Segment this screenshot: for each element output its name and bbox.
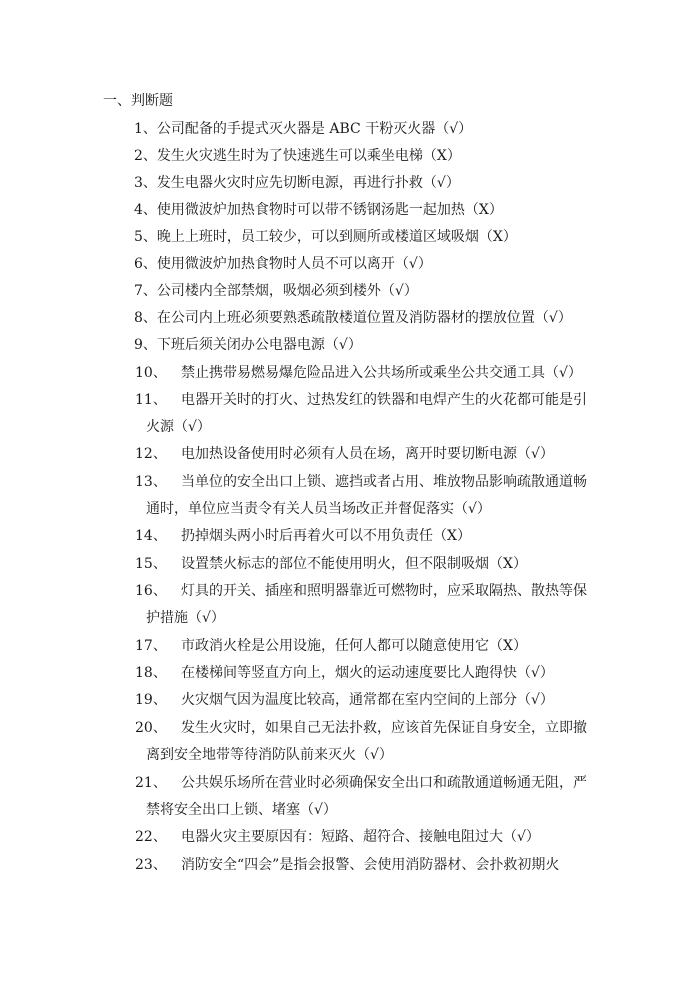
question-text: 在公司内上班必须要熟悉疏散楼道位置及消防器材的摆放位置（√） bbox=[156, 310, 572, 326]
question-text: 消防安全“四会”是指会报警、会使用消防器材、会扑救初期火 bbox=[181, 857, 560, 873]
question-text: 发生电器火灾时应先切断电源，再进行扑救（√） bbox=[156, 175, 460, 191]
question-number: 17、 bbox=[135, 638, 167, 654]
question-number: 14、 bbox=[135, 528, 167, 544]
question-item bbox=[134, 282, 418, 300]
question-number: 3、 bbox=[134, 175, 157, 191]
question-text: 禁止携带易燃易爆危险品进入公共场所或乘坐公共交通工具（√） bbox=[181, 365, 582, 381]
question-text: 晚上上班时，员工较少，可以到厕所或楼道区域吸烟（X） bbox=[156, 229, 517, 245]
question-text: 设置禁火标志的部位不能使用明火，但不限制吸烟（X） bbox=[181, 556, 527, 572]
question-text-continuation: 禁将安全出口上锁、堵塞（√） bbox=[146, 802, 337, 818]
question-text: 发生火灾时，如果自己无法扑救，应该首先保证自身安全，立即撤 bbox=[181, 720, 587, 736]
question-number: 20、 bbox=[135, 720, 167, 736]
question-number: 10、 bbox=[135, 365, 167, 381]
question-number: 1、 bbox=[134, 121, 157, 137]
question-text: 使用微波炉加热食物时人员不可以离开（√） bbox=[156, 256, 432, 272]
question-text-continuation: 护措施（√） bbox=[146, 610, 225, 626]
question-text: 灯具的开关、插座和照明器靠近可燃物时，应采取隔热、散热等保 bbox=[181, 583, 587, 599]
question-text: 当单位的安全出口上锁、遮挡或者占用、堆放物品影响疏散通道畅 bbox=[181, 474, 587, 490]
question-text: 扔掉烟头两小时后再着火可以不用负责任（X） bbox=[181, 528, 471, 544]
question-item bbox=[134, 174, 460, 192]
question-text: 发生火灾逃生时为了快速逃生可以乘坐电梯（X） bbox=[156, 148, 461, 164]
question-item bbox=[134, 255, 432, 273]
question-item bbox=[134, 120, 472, 138]
question-number: 11、 bbox=[135, 392, 167, 408]
question-number: 5、 bbox=[134, 229, 157, 245]
question-number: 19、 bbox=[135, 692, 167, 708]
question-number: 12、 bbox=[135, 446, 167, 462]
question-number: 22、 bbox=[135, 829, 167, 845]
question-text: 公共娱乐场所在营业时必须确保安全出口和疏散通道畅通无阻，严 bbox=[181, 775, 587, 791]
question-item bbox=[134, 201, 503, 219]
question-item bbox=[134, 309, 572, 327]
question-number: 15、 bbox=[135, 556, 167, 572]
question-text: 电器火灾主要原因有：短路、超符合、接触电阻过大（√） bbox=[181, 829, 540, 845]
question-number: 7、 bbox=[134, 283, 157, 299]
question-text: 电器开关时的打火、过热发红的铁器和电焊产生的火花都可能是引 bbox=[181, 392, 587, 408]
question-text: 火灾烟气因为温度比较高，通常都在室内空间的上部分（√） bbox=[181, 692, 554, 708]
question-text: 公司楼内全部禁烟，吸烟必须到楼外（√） bbox=[156, 283, 418, 299]
question-text: 公司配备的手提式灭火器是 ABC 干粉灭火器（√） bbox=[156, 121, 473, 137]
question-number: 8、 bbox=[134, 310, 157, 326]
question-text-continuation: 离到安全地带等待消防队前来灭火（√） bbox=[146, 747, 393, 763]
question-number: 18、 bbox=[135, 665, 167, 681]
question-number: 6、 bbox=[134, 256, 157, 272]
question-number: 16、 bbox=[135, 583, 167, 599]
question-text: 使用微波炉加热食物时可以带不锈钢汤匙一起加热（X） bbox=[156, 202, 503, 218]
question-number: 2、 bbox=[134, 148, 157, 164]
question-text: 电加热设备使用时必须有人员在场，离开时要切断电源（√） bbox=[181, 446, 554, 462]
question-text-continuation: 通时，单位应当责令有关人员当场改正并督促落实（√） bbox=[146, 501, 491, 517]
question-text: 市政消火栓是公用设施，任何人都可以随意使用它（X） bbox=[181, 638, 527, 654]
question-text: 下班后须关闭办公电器电源（√） bbox=[156, 337, 362, 353]
question-item bbox=[134, 336, 362, 354]
question-item bbox=[134, 228, 517, 246]
question-text-continuation: 火源（√） bbox=[146, 419, 211, 435]
question-text: 在楼梯间等竖直方向上，烟火的运动速度要比人跑得快（√） bbox=[181, 665, 554, 681]
question-number: 4、 bbox=[134, 202, 157, 218]
question-number: 13、 bbox=[135, 474, 167, 490]
section-title: 一、判断题 bbox=[103, 93, 173, 109]
question-number: 23、 bbox=[135, 857, 167, 873]
question-item bbox=[134, 147, 461, 165]
question-number: 9、 bbox=[134, 337, 157, 353]
question-number: 21、 bbox=[135, 775, 167, 791]
